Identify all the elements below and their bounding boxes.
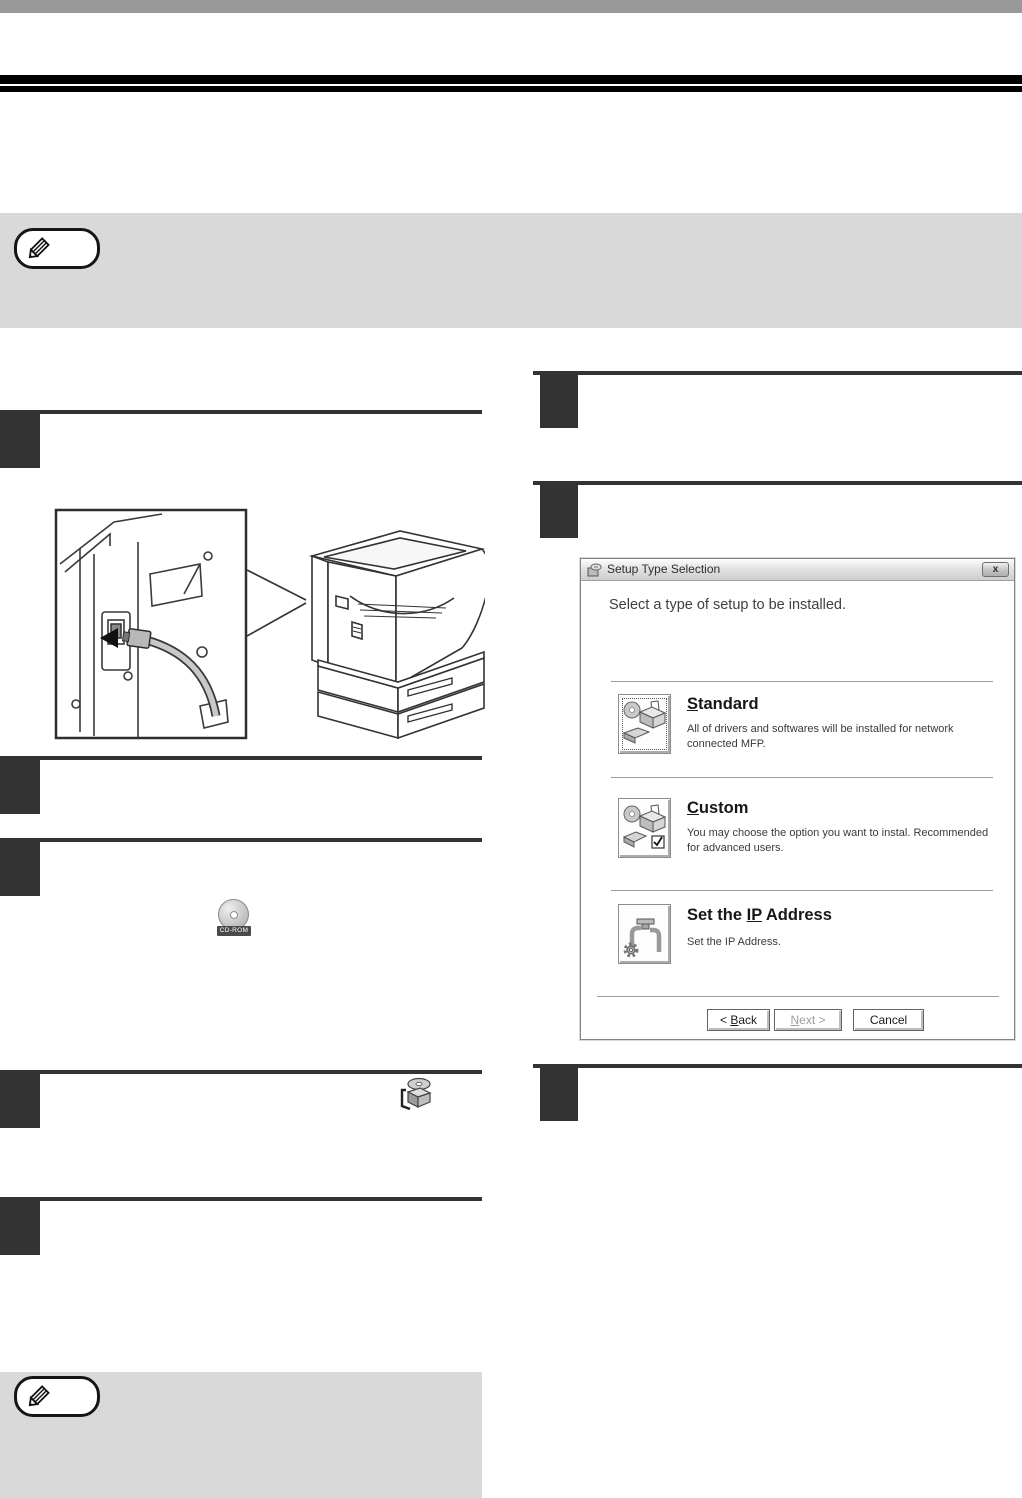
standard-option-icon[interactable] <box>618 694 671 754</box>
step-rule <box>38 1197 482 1201</box>
setup-exe-icon <box>400 1076 434 1110</box>
setup-type-selection-dialog <box>580 558 1015 1040</box>
step-rule <box>38 410 482 414</box>
close-button[interactable] <box>982 562 1009 577</box>
step-marker <box>0 1197 40 1255</box>
standard-option-description: All of drivers and softwares will be installed for network connected MFP. <box>687 723 954 750</box>
step-marker <box>540 1064 578 1121</box>
custom-option-description: You may choose the option you want to instal. Recommended for advanced users. <box>687 827 989 854</box>
standard-option-title[interactable]: Standard <box>687 695 759 713</box>
note-pill <box>14 228 100 269</box>
cancel-button[interactable]: Cancel <box>853 1009 924 1031</box>
step-marker <box>540 371 578 428</box>
cdrom-icon <box>216 899 252 936</box>
printer-cd-scanner-icon <box>622 700 668 748</box>
step-rule <box>533 1064 1022 1068</box>
step-rule <box>38 838 482 842</box>
step-rule <box>533 371 1022 375</box>
note-box-top <box>0 213 1022 328</box>
dialog-titlebar[interactable] <box>581 559 1014 581</box>
step-marker <box>540 481 578 538</box>
page-top-bar <box>0 0 1022 13</box>
pencil-icon <box>24 233 54 263</box>
printer-illustration <box>50 500 485 745</box>
ip-address-option-icon[interactable] <box>618 904 671 964</box>
heading-rule-thick <box>0 75 1022 84</box>
next-button[interactable]: Next > <box>774 1009 842 1031</box>
dialog-heading: Select a type of setup to be installed. <box>609 597 846 613</box>
separator <box>597 996 999 997</box>
step-rule <box>38 756 482 760</box>
note-box-bottom <box>0 1372 482 1498</box>
note-pill <box>14 1376 100 1417</box>
ip-address-option-description: Set the IP Address. <box>687 936 781 948</box>
step-marker <box>0 756 40 814</box>
cdrom-icon-label: CD-ROM <box>217 926 251 936</box>
custom-option-icon[interactable] <box>618 798 671 858</box>
separator <box>611 890 993 891</box>
installer-app-icon <box>587 562 602 577</box>
separator <box>611 777 993 778</box>
cd-hole <box>230 911 238 919</box>
step-marker <box>0 410 40 468</box>
printer-cd-checkbox-icon <box>622 804 668 852</box>
heading-rule-thin <box>0 86 1022 92</box>
back-button[interactable]: < Back <box>707 1009 770 1031</box>
ip-address-option-title[interactable]: Set the IP Address <box>687 906 832 924</box>
separator <box>611 681 993 682</box>
step-rule <box>38 1070 482 1074</box>
pencil-icon <box>24 1381 54 1411</box>
custom-option-title[interactable]: Custom <box>687 799 749 817</box>
dialog-title: Setup Type Selection <box>607 562 721 576</box>
step-marker <box>0 1070 40 1128</box>
network-gear-icon <box>622 910 668 958</box>
close-icon: x <box>992 564 999 575</box>
step-rule <box>533 481 1022 485</box>
step-marker <box>0 838 40 896</box>
